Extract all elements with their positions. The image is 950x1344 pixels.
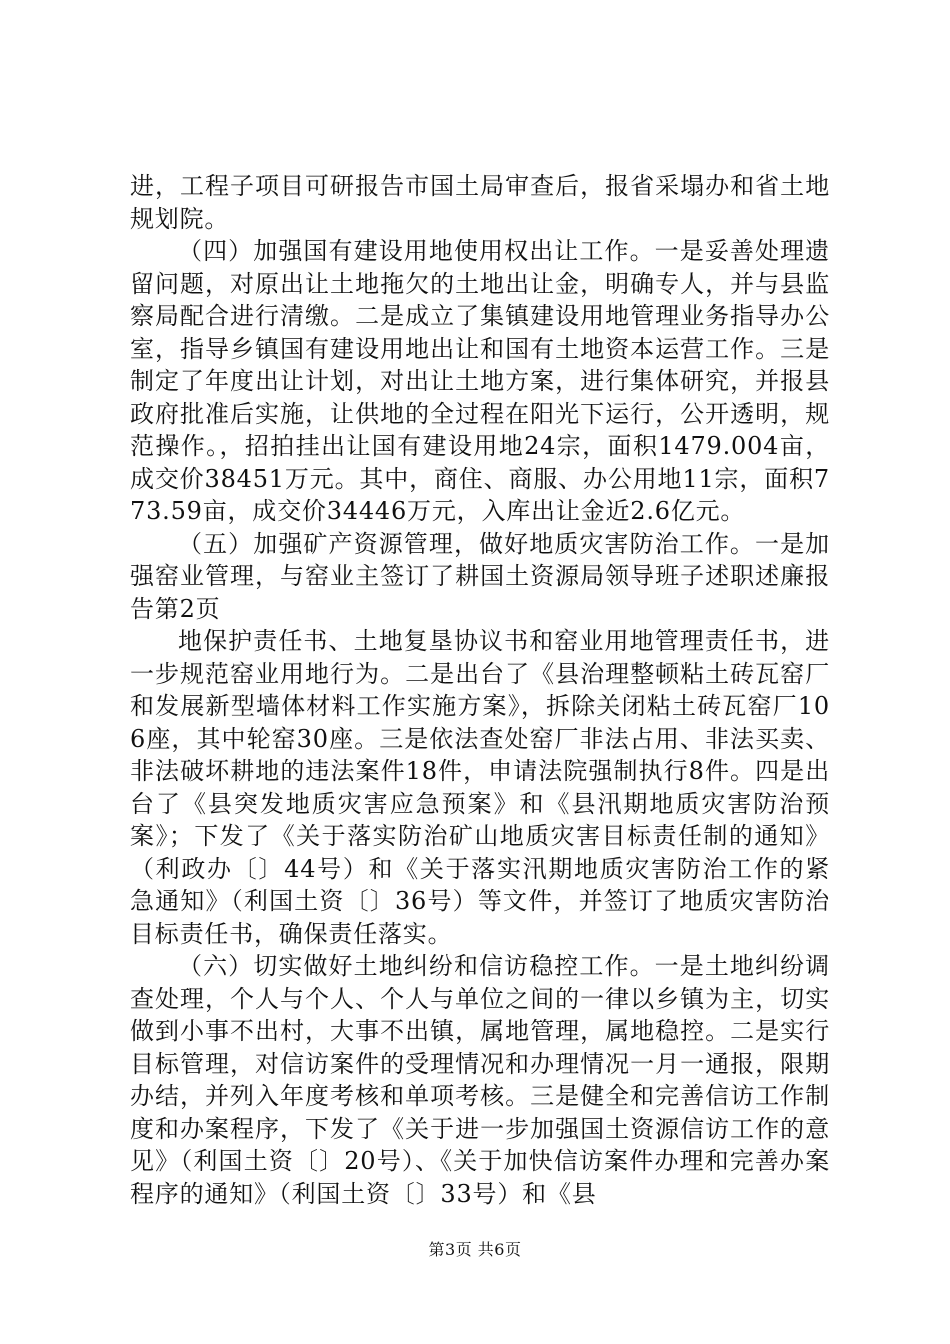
body-text <box>130 170 830 1210</box>
paragraph-continuation: 进，工程子项目可研报告市国土局审查后，报省采塌办和省土地规划院。 <box>130 172 830 233</box>
page-footer: 第3页 共6页 <box>428 1240 522 1259</box>
paragraph-section-4: （四）加强国有建设用地使用权出让工作。一是妥善处理遗留问题，对原出让土地拖欠的土地出让金，明确专人，并与县监察局配合进行清缴。二是成立了集镇建设用地管理业务指导办公室，指导乡镇国有建设用地出让和国有土地资本运营工作。三是制定了年度出让计划，对出让土地方案，进行集体研究，并报县政府批准后实施，让供地的全过程在阳光下运行，公开透明，规范操作。，招拍挂出让国有建设用地24宗，面积1479.004亩，成交价38451万元。其中，商住、商服、办公用地11宗，面积773.59亩，成交价34446万元，入库出让金近2.6亿元。 <box>130 237 830 525</box>
paragraph-section-5-continued: 地保护责任书、土地复垦协议书和窑业用地管理责任书，进一步规范窑业用地行为。二是出台了《县治理整顿粘土砖瓦窑厂和发展新型墙体材料工作实施方案》，拆除关闭粘土砖瓦窑厂106座，其中轮窑30座。三是依法查处窑厂非法占用、非法买卖、非法破坏耕地的违法案件18件，申请法院强制执行8件。四是出台了《县突发地质灾害应急预案》和《县汛期地质灾害防治预案》；下发了《关于落实防治矿山地质灾害目标责任制的通知》（利政办〔〕44号）和《关于落实汛期地质灾害防治工作的紧急通知》（利国土资〔〕36号）等文件，并签订了地质灾害防治目标责任书，确保责任落实。 <box>130 627 830 948</box>
paragraph-section-6: （六）切实做好土地纠纷和信访稳控工作。一是土地纠纷调查处理，个人与个人、个人与单位之间的一律以乡镇为主，切实做到小事不出村，大事不出镇，属地管理，属地稳控。二是实行目标管理，对信访案件的受理情况和办理情况一月一通报，限期办结，并列入年度考核和单项考核。三是健全和完善信访工作制度和办案程序，下发了《关于进一步加强国土资源信访工作的意见》（利国土资〔〕20号）、《关于加快信访案件办理和完善办案程序的通知》（利国土资〔〕33号）和《县 <box>130 952 830 1208</box>
paragraph-section-5: （五）加强矿产资源管理，做好地质灾害防治工作。一是加强窑业管理，与窑业主签订了耕国土资源局领导班子述职述廉报告第2页 <box>130 529 830 623</box>
